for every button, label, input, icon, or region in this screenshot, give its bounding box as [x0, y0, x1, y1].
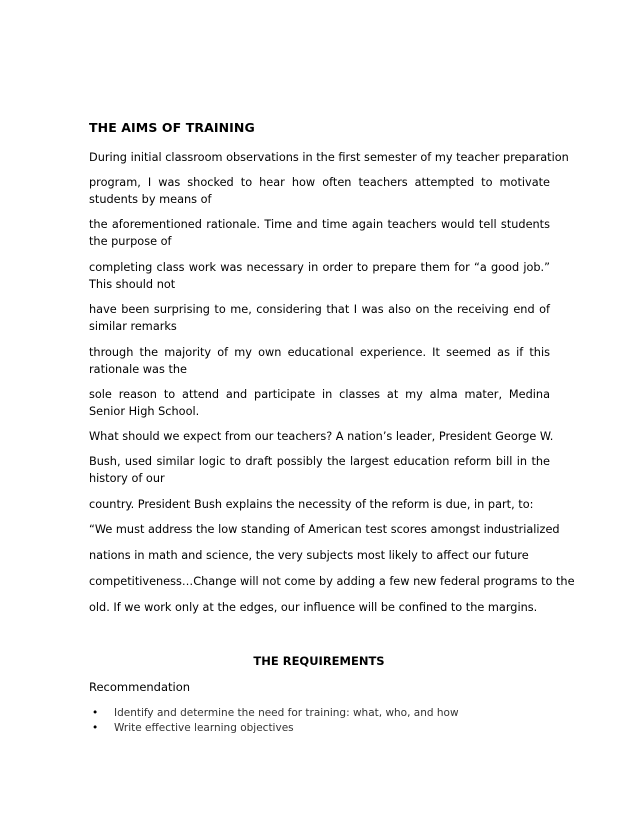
paragraph-line: through the majority of my own educational experience. It seemed as if this rationale was the [89, 346, 550, 376]
quote-line: “We must address the low standing of American test scores amongst industrialized [89, 523, 560, 536]
quote-line: nations in math and science, the very subjects most likely to affect our future [89, 549, 529, 562]
paragraph-line: program, I was shocked to hear how often teachers attempted to motivate students by means of [89, 176, 550, 206]
list-item-text: Write effective learning objectives [114, 722, 294, 734]
paragraph-line: Bush, used similar logic to draft possibly the largest education reform bill in the history of our [89, 455, 550, 485]
document-title: THE AIMS OF TRAINING [89, 120, 255, 135]
bullet-list [89, 706, 459, 736]
paragraph-line: country. President Bush explains the necessity of the reform is due, in part, to: [89, 498, 534, 511]
paragraph-line: the aforementioned rationale. Time and time again teachers would tell students the purpose of [89, 218, 550, 248]
list-item-text: Identify and determine the need for training: what, who, and how [114, 707, 459, 719]
paragraph-line: completing class work was necessary in order to prepare them for “a good job.” This should not [89, 261, 550, 291]
quote-line: competitiveness…Change will not come by adding a few new federal programs to the [89, 575, 575, 588]
bullet-icon: • [92, 722, 99, 734]
bullet-icon: • [92, 707, 99, 719]
subheading: Recommendation [89, 680, 191, 694]
section-heading: THE REQUIREMENTS [253, 654, 385, 668]
paragraph-line: What should we expect from our teachers? A nation’s leader, President George W. [89, 430, 554, 443]
list-item [89, 706, 459, 721]
paragraph-line: have been surprising to me, considering that I was also on the receiving end of similar remarks [89, 303, 550, 333]
quote-line: old. If we work only at the edges, our influence will be confined to the margins. [89, 601, 538, 614]
paragraph-line: During initial classroom observations in the first semester of my teacher preparation [89, 151, 569, 164]
paragraph-line: sole reason to attend and participate in classes at my alma mater, Medina Senior High School. [89, 388, 550, 418]
list-item [89, 721, 459, 736]
